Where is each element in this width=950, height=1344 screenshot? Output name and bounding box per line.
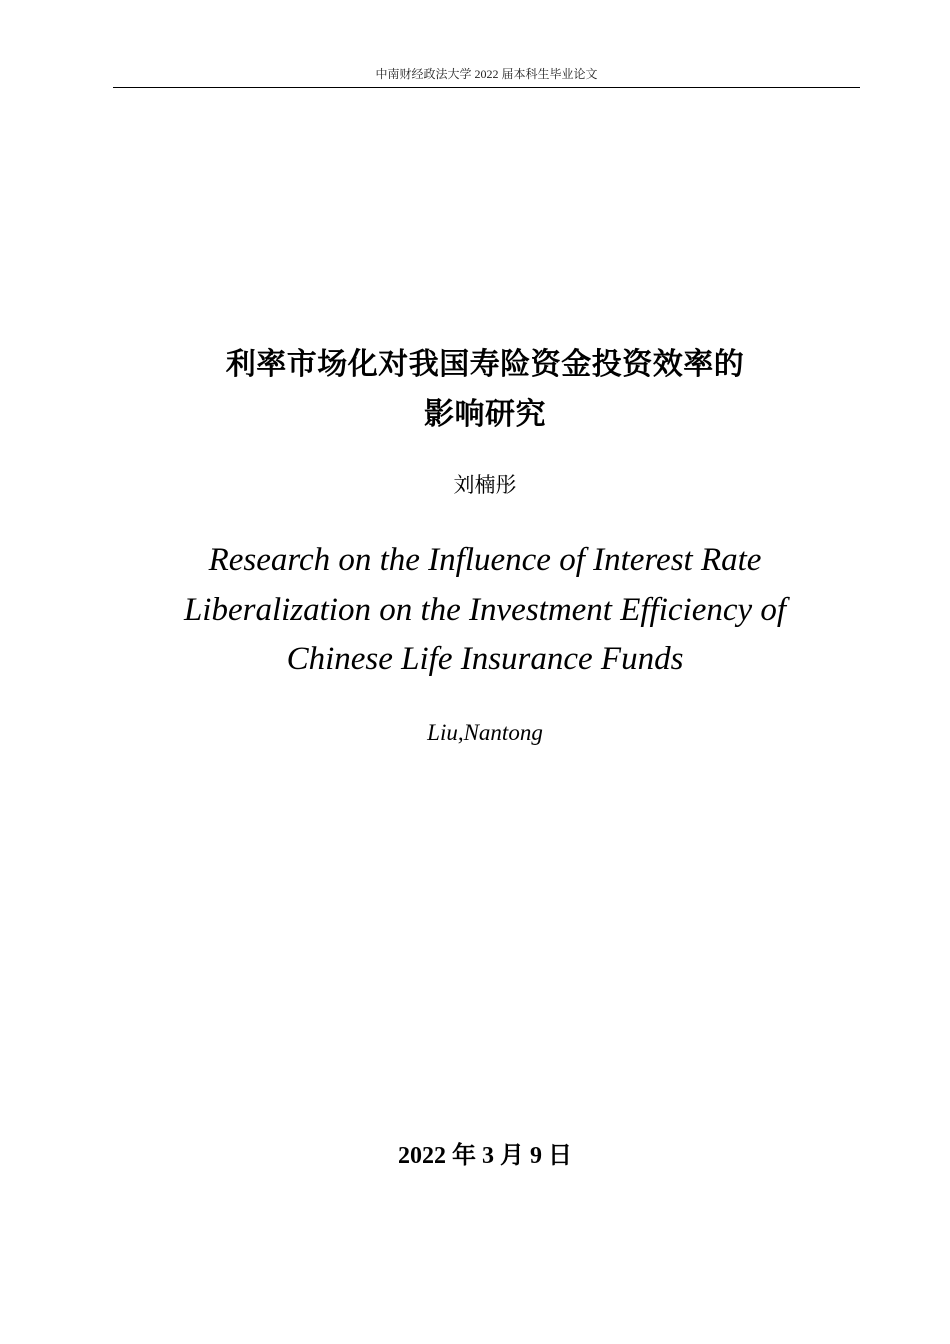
- english-title: [100, 536, 870, 685]
- chinese-title: [100, 340, 870, 440]
- chinese-author-name: 刘楠彤: [453, 473, 517, 497]
- english-title-line-1: Research on the Influence of Interest Rate: [208, 542, 762, 578]
- running-header: 中南财经政法大学 2022 届本科生毕业论文: [375, 67, 598, 81]
- chinese-title-line-1: 利率市场化对我国寿险资金投资效率的: [225, 347, 745, 382]
- chinese-title-line-2: 影响研究: [424, 397, 546, 432]
- submission-date: 2022 年 3 月 9 日: [398, 1143, 572, 1169]
- english-title-line-3: Chinese Life Insurance Funds: [286, 641, 684, 677]
- english-author-name: Liu,Nantong: [427, 720, 543, 745]
- english-title-line-2: Liberalization on the Investment Efficiency of: [183, 591, 787, 628]
- header-rule: [113, 87, 860, 88]
